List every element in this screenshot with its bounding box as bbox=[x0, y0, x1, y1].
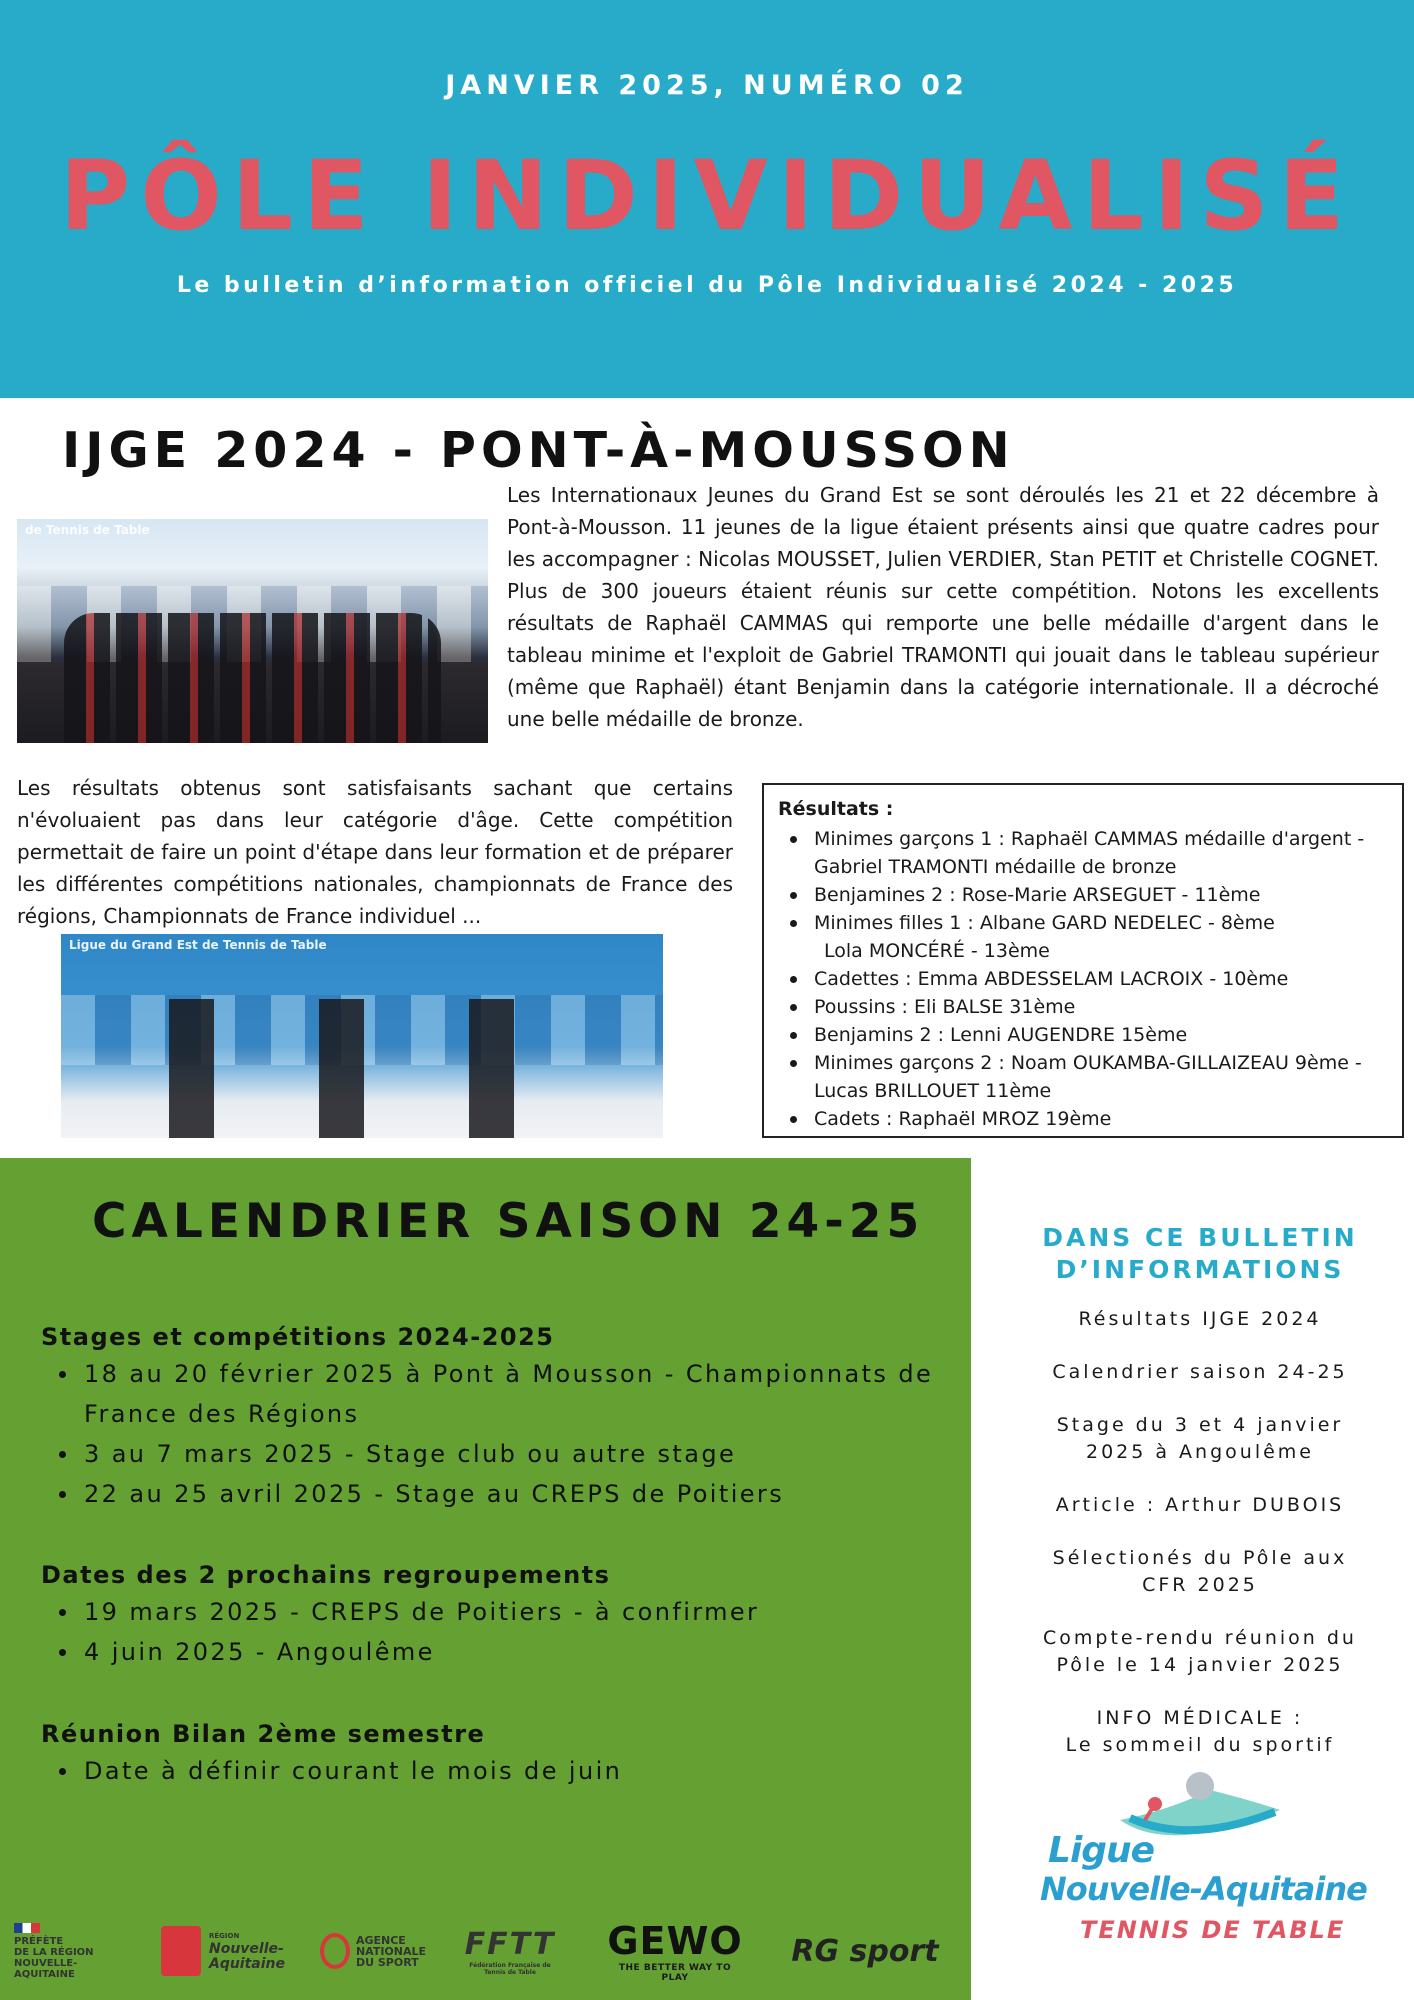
issue-date: JANVIER 2025, NUMÉRO 02 bbox=[445, 70, 969, 101]
calendar-section-reunion bbox=[41, 1717, 941, 1791]
toc-item[interactable]: Calendrier saison 24-25 bbox=[1052, 1361, 1348, 1383]
list-item: Date à définir courant le mois de juin bbox=[41, 1751, 941, 1791]
list-item: 19 mars 2025 - CREPS de Poitiers - à confirmer bbox=[41, 1592, 941, 1632]
bulletin-title: PÔLE INDIVIDUALISÉ bbox=[59, 140, 1355, 252]
ligue-logo-line2: Nouvelle-Aquitaine bbox=[1040, 1870, 1367, 1908]
list-item: Minimes filles 1 : Albane GARD NEDELEC - 8ème Lola MONCÉRÉ - 13ème bbox=[778, 909, 1388, 965]
results-box bbox=[762, 783, 1404, 1138]
list-item: 22 au 25 avril 2025 - Stage au CREPS de Poitiers bbox=[41, 1474, 941, 1514]
fftt-logo: FFTT Fédération Française de Tennis de Table bbox=[464, 1926, 556, 1976]
ligue-logo-line1: Ligue bbox=[1048, 1830, 1155, 1871]
region-logo: RÉGION Nouvelle- Aquitaine bbox=[158, 1916, 288, 1986]
rgsport-logo: RG sport bbox=[791, 1933, 939, 1969]
toc-item[interactable]: Compte-rendu réunion du Pôle le 14 janvier 2025 bbox=[1043, 1627, 1357, 1676]
gewo-logo: GEWO THE BETTER WAY TO PLAY bbox=[607, 1919, 743, 1983]
prefecture-logo: PRÉFÈTE DE LA RÉGION NOUVELLE-AQUITAINE bbox=[14, 1916, 124, 1986]
list-item: Benjamines 2 : Rose-Marie ARSEGUET - 11ème bbox=[778, 881, 1388, 909]
header-banner bbox=[0, 0, 1414, 398]
calendar-heading: Réunion Bilan 2ème semestre bbox=[41, 1720, 486, 1748]
photo2-caption: Ligue du Grand Est de Tennis de Table bbox=[69, 938, 327, 952]
toc-item[interactable]: Résultats IJGE 2024 bbox=[1078, 1308, 1322, 1330]
ligue-logo bbox=[1040, 1770, 1380, 1975]
ijge-section-title: IJGE 2024 - PONT-À-MOUSSON bbox=[62, 422, 1015, 479]
list-item: Minimes garçons 1 : Raphaël CAMMAS médaille d'argent - Gabriel TRAMONTI médaille de bronze bbox=[778, 825, 1388, 881]
list-item: Minimes garçons 2 : Noam OUKAMBA-GILLAIZEAU 9ème - Lucas BRILLOUET 11ème bbox=[778, 1049, 1388, 1105]
ligue-logo-line3: TENNIS DE TABLE bbox=[1080, 1916, 1346, 1944]
list-item: Cadettes : Emma ABDESSELAM LACROIX - 10ème bbox=[778, 965, 1388, 993]
toc-item[interactable]: Sélectionés du Pôle aux CFR 2025 bbox=[1052, 1547, 1348, 1596]
podium-photo bbox=[61, 934, 663, 1138]
toc-item[interactable]: INFO MÉDICALE : Le sommeil du sportif bbox=[1065, 1707, 1335, 1756]
calendar-heading: Dates des 2 prochains regroupements bbox=[41, 1561, 611, 1589]
list-item: 3 au 7 mars 2025 - Stage club ou autre stage bbox=[41, 1434, 941, 1474]
toc-title: DANS CE BULLETIN D’INFORMATIONS bbox=[1042, 1223, 1358, 1284]
list-item: Benjamins 2 : Lenni AUGENDRE 15ème bbox=[778, 1021, 1388, 1049]
ans-logo: AGENCE NATIONALE DU SPORT bbox=[313, 1916, 433, 1986]
list-item: 18 au 20 février 2025 à Pont à Mousson - Championnats de France des Régions bbox=[41, 1354, 941, 1434]
list-item: Poussins : Eli BALSE 31ème bbox=[778, 993, 1388, 1021]
bulletin-subtitle: Le bulletin d’information officiel du Pôle Individualisé 2024 - 2025 bbox=[176, 273, 1238, 298]
partner-logos bbox=[0, 1900, 971, 2000]
photo1-caption: de Tennis de Table bbox=[25, 523, 150, 537]
list-item: Cadets : Raphaël MROZ 19ème bbox=[778, 1105, 1388, 1133]
list-item: 4 juin 2025 - Angoulême bbox=[41, 1632, 941, 1672]
toc-item[interactable]: Stage du 3 et 4 janvier 2025 à Angoulême bbox=[1056, 1414, 1344, 1463]
calendar-heading: Stages et compétitions 2024-2025 bbox=[41, 1323, 555, 1351]
team-group-photo bbox=[17, 519, 488, 743]
calendar-title: CALENDRIER SAISON 24-25 bbox=[92, 1194, 925, 1249]
calendar-section-regroupements bbox=[41, 1558, 941, 1672]
ijge-paragraph-2: Les résultats obtenus sont satisfaisants sachant que certains n'évoluaient pas dans leur catégorie d'âge. Cette compétition permettait de faire un point d'étape dans leur formation et de préparer les différentes compétitions nationales, championnats de France des régions, Championnats de France individuel ... bbox=[17, 776, 733, 928]
calendar-section-stages bbox=[41, 1320, 941, 1514]
toc-item[interactable]: Article : Arthur DUBOIS bbox=[1055, 1494, 1345, 1516]
results-list bbox=[778, 825, 1388, 1133]
results-title: Résultats : bbox=[778, 798, 894, 820]
table-of-contents bbox=[1000, 1222, 1400, 1785]
ijge-paragraph-1: Les Internationaux Jeunes du Grand Est se sont déroulés les 21 et 22 décembre à Pont-à-Mousson. 11 jeunes de la ligue étaient présents ainsi que quatre cadres pour les accompagner : Nicolas MOUSSET, Julien VERDIER, Stan PETIT et Christelle COGNET. Plus de 300 joueurs étaient réunis sur cette compétition. Notons les excellents résultats de Raphaël CAMMAS qui remporte une belle médaille d'argent dans le tableau minime et l'exploit de Gabriel TRAMONTI qui jouait dans le tableau supérieur (même que Raphaël) étant Benjamin dans la catégorie internationale. Il a décroché une belle médaille de bronze. bbox=[507, 483, 1379, 731]
